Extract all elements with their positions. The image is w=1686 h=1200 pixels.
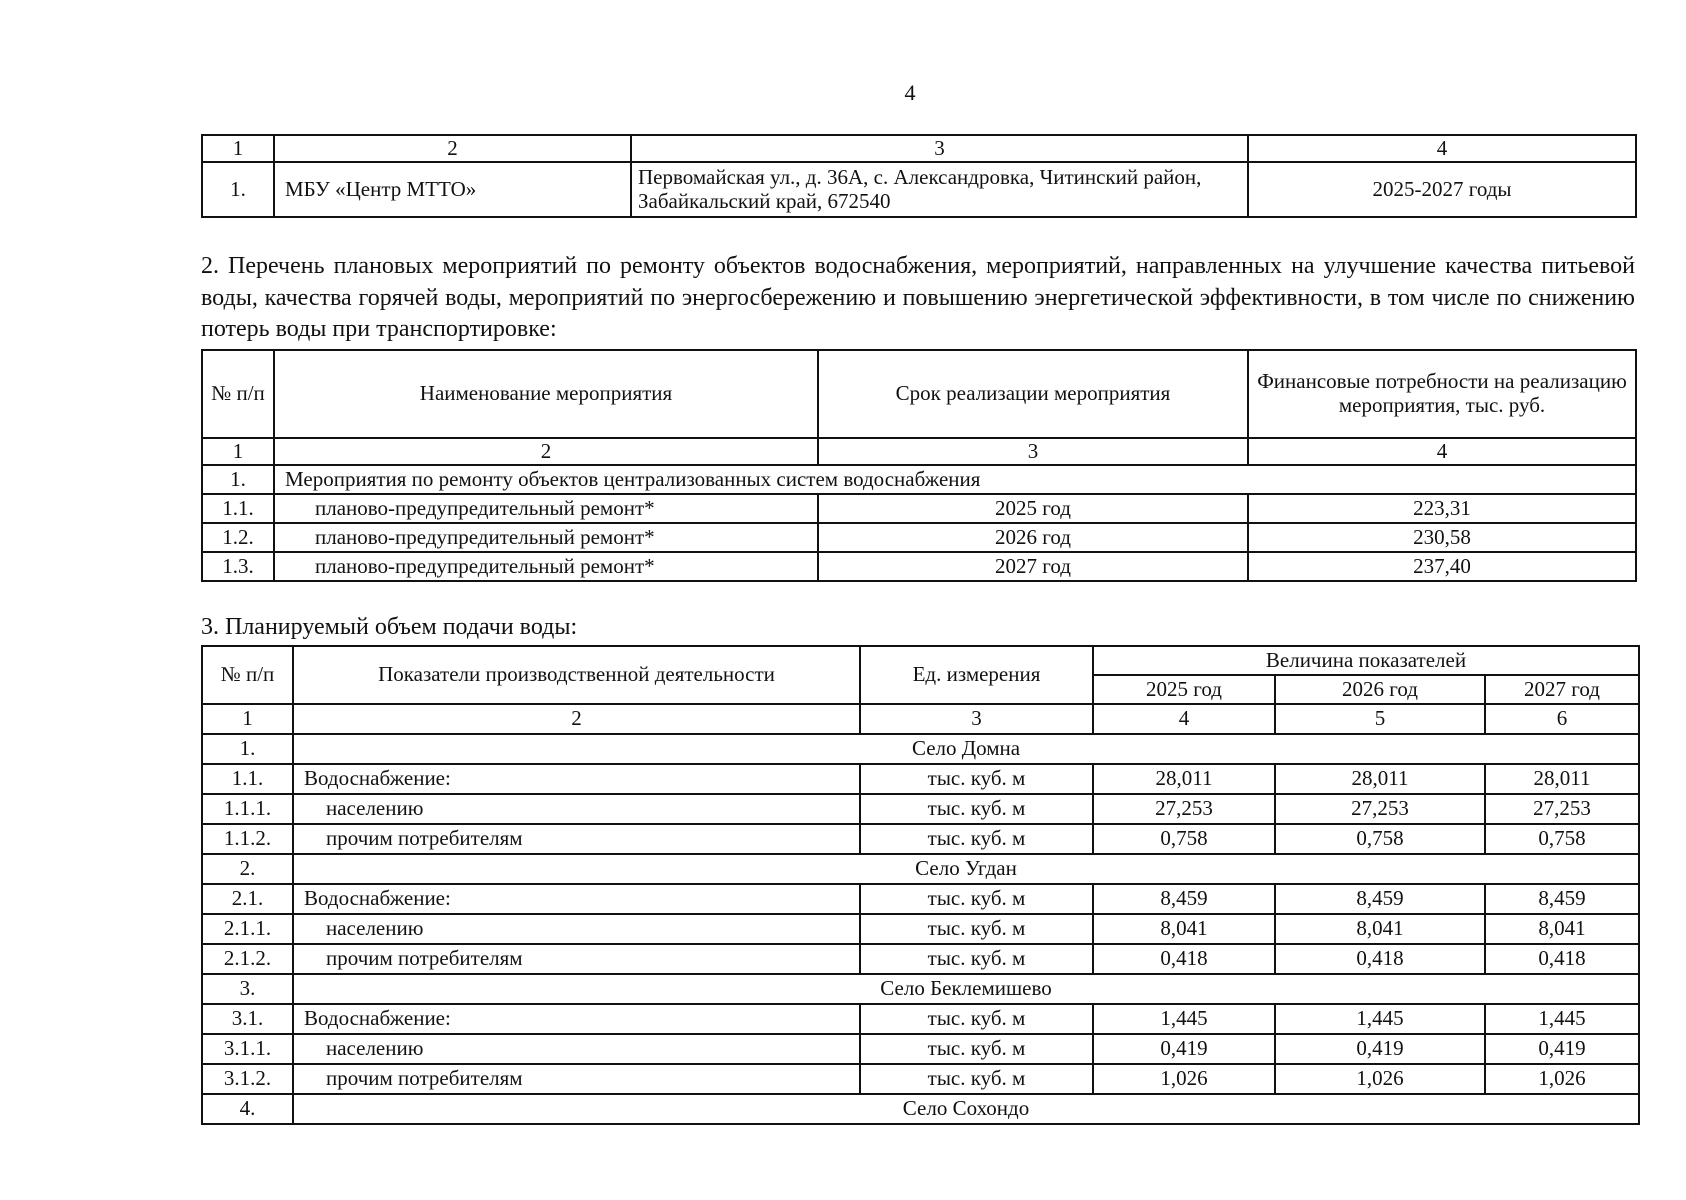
measure-amount: 223,31: [1248, 494, 1636, 523]
water-supply-volume-table: [201, 645, 1640, 1125]
row-number: 1.1.: [202, 764, 293, 794]
village-row: [202, 854, 1639, 884]
row-number: 1.1.: [202, 494, 274, 523]
unit: тыс. куб. м: [860, 914, 1093, 944]
row-number: 1.1.1.: [202, 794, 293, 824]
header-year: 2027 год: [1485, 675, 1639, 704]
header-unit: Ед. измерения: [860, 646, 1093, 704]
value-2027: 0,758: [1485, 824, 1639, 854]
value-2025: 27,253: [1093, 794, 1275, 824]
unit: тыс. куб. м: [860, 884, 1093, 914]
value-2026: 1,445: [1275, 1004, 1485, 1034]
value-2027: 8,041: [1485, 914, 1639, 944]
indicator-label: Водоснабжение:: [293, 884, 860, 914]
row-number: 3.1.: [202, 1004, 293, 1034]
row-number: 2.1.1.: [202, 914, 293, 944]
unit: тыс. куб. м: [860, 1064, 1093, 1094]
value-2027: 0,419: [1485, 1034, 1639, 1064]
village-name: Село Домна: [293, 734, 1639, 764]
column-number: 4: [1093, 704, 1275, 734]
column-number: 6: [1485, 704, 1639, 734]
value-2025: 1,445: [1093, 1004, 1275, 1034]
value-2027: 1,026: [1485, 1064, 1639, 1094]
table-header-row: [202, 135, 1636, 162]
table-row: [202, 764, 1639, 794]
column-number: 5: [1275, 704, 1485, 734]
table-header-row: [202, 350, 1636, 438]
value-2025: 0,419: [1093, 1034, 1275, 1064]
value-2025: 0,418: [1093, 944, 1275, 974]
measure-amount: 237,40: [1248, 552, 1636, 581]
row-number: 1.1.2.: [202, 824, 293, 854]
column-number: 2: [274, 135, 631, 162]
indicator-label: Водоснабжение:: [293, 1004, 860, 1034]
column-number: 1: [202, 704, 293, 734]
row-number: 1.: [202, 734, 293, 764]
table-row: [202, 523, 1636, 552]
row-number: 4.: [202, 1094, 293, 1124]
value-2026: 27,253: [1275, 794, 1485, 824]
value-2026: 8,459: [1275, 884, 1485, 914]
village-row: [202, 1094, 1639, 1124]
village-row: [202, 734, 1639, 764]
table-row: [202, 884, 1639, 914]
indicator-label: прочим потребителям: [293, 824, 860, 854]
row-number: 2.1.: [202, 884, 293, 914]
header-year: 2026 год: [1275, 675, 1485, 704]
value-2026: 0,419: [1275, 1034, 1485, 1064]
table-row: [202, 1064, 1639, 1094]
column-number: 2: [293, 704, 860, 734]
indicator-label: прочим потребителям: [293, 944, 860, 974]
section-3-heading: 3. Планируемый объем подачи воды:: [201, 614, 578, 640]
row-number: 2.: [202, 854, 293, 884]
table-row: [202, 914, 1639, 944]
row-number: 1.: [202, 465, 274, 494]
row-number: 1.2.: [202, 523, 274, 552]
header-year: 2025 год: [1093, 675, 1275, 704]
value-2026: 28,011: [1275, 764, 1485, 794]
organization-name: МБУ «Центр МТТО»: [274, 162, 631, 217]
organization-address: Первомайская ул., д. 36А, с. Александровка, Читинский район, Забайкальский край, 672540: [631, 162, 1248, 217]
header-measure-name: Наименование мероприятия: [274, 350, 818, 438]
column-number: 3: [860, 704, 1093, 734]
unit: тыс. куб. м: [860, 944, 1093, 974]
village-name: Село Беклемишево: [293, 974, 1639, 1004]
table-row: [202, 1004, 1639, 1034]
measure-term: 2027 год: [818, 552, 1248, 581]
header-num: № п/п: [202, 646, 293, 704]
value-2027: 28,011: [1485, 764, 1639, 794]
indicator-label: населению: [293, 794, 860, 824]
value-2026: 8,041: [1275, 914, 1485, 944]
village-name: Село Угдан: [293, 854, 1639, 884]
value-2027: 8,459: [1485, 884, 1639, 914]
indicator-label: населению: [293, 914, 860, 944]
column-number: 3: [631, 135, 1248, 162]
column-number: 3: [818, 438, 1248, 465]
measure-name: планово-предупредительный ремонт*: [274, 552, 818, 581]
column-numbers-row: [202, 704, 1639, 734]
header-financial-needs: Финансовые потребности на реализацию мероприятия, тыс. руб.: [1248, 350, 1636, 438]
measure-name: планово-предупредительный ремонт*: [274, 523, 818, 552]
indicator-label: Водоснабжение:: [293, 764, 860, 794]
header-num: № п/п: [202, 350, 274, 438]
table-row: [202, 944, 1639, 974]
table-header-row: [202, 646, 1639, 675]
measure-amount: 230,58: [1248, 523, 1636, 552]
value-2027: 0,418: [1485, 944, 1639, 974]
group-title: Мероприятия по ремонту объектов централизованных систем водоснабжения: [274, 465, 1636, 494]
header-term: Срок реализации мероприятия: [818, 350, 1248, 438]
measure-name: планово-предупредительный ремонт*: [274, 494, 818, 523]
repair-measures-table: [201, 349, 1637, 582]
unit: тыс. куб. м: [860, 794, 1093, 824]
table-row: [202, 824, 1639, 854]
value-2025: 1,026: [1093, 1064, 1275, 1094]
value-2025: 8,459: [1093, 884, 1275, 914]
measure-term: 2025 год: [818, 494, 1248, 523]
indicator-label: населению: [293, 1034, 860, 1064]
column-number: 1: [202, 135, 274, 162]
group-row: [202, 465, 1636, 494]
value-2025: 8,041: [1093, 914, 1275, 944]
column-numbers-row: [202, 438, 1636, 465]
measure-term: 2026 год: [818, 523, 1248, 552]
indicator-label: прочим потребителям: [293, 1064, 860, 1094]
unit: тыс. куб. м: [860, 764, 1093, 794]
village-row: [202, 974, 1639, 1004]
column-number: 4: [1248, 135, 1636, 162]
table-row: [202, 794, 1639, 824]
column-number: 4: [1248, 438, 1636, 465]
header-indicator: Показатели производственной деятельности: [293, 646, 860, 704]
unit: тыс. куб. м: [860, 824, 1093, 854]
value-2025: 28,011: [1093, 764, 1275, 794]
value-2027: 27,253: [1485, 794, 1639, 824]
table-row: [202, 552, 1636, 581]
value-2026: 1,026: [1275, 1064, 1485, 1094]
value-2026: 0,758: [1275, 824, 1485, 854]
row-number: 2.1.2.: [202, 944, 293, 974]
table-row: [202, 494, 1636, 523]
row-number: 1.: [202, 162, 274, 217]
page-number: 4: [904, 80, 916, 105]
row-number: 3.1.1.: [202, 1034, 293, 1064]
column-number: 1: [202, 438, 274, 465]
header-values-group: Величина показателей: [1093, 646, 1639, 675]
value-2027: 1,445: [1485, 1004, 1639, 1034]
column-number: 2: [274, 438, 818, 465]
table-row: [202, 1034, 1639, 1064]
unit: тыс. куб. м: [860, 1004, 1093, 1034]
section-2-heading: 2. Перечень плановых мероприятий по ремонту объектов водоснабжения, мероприятий, направленных на улучшение качества питьевой воды, качества горячей воды, мероприятий по энергосбережению и повышению энергетической эффективности, в том числе по снижению потерь воды при транспортировке:: [201, 253, 1635, 343]
implementation-period: 2025-2027 годы: [1248, 162, 1636, 217]
village-name: Село Сохондо: [293, 1094, 1639, 1124]
unit: тыс. куб. м: [860, 1034, 1093, 1064]
row-number: 1.3.: [202, 552, 274, 581]
value-2025: 0,758: [1093, 824, 1275, 854]
value-2026: 0,418: [1275, 944, 1485, 974]
row-number: 3.: [202, 974, 293, 1004]
table-row: [202, 162, 1636, 217]
organization-table: [201, 134, 1637, 218]
row-number: 3.1.2.: [202, 1064, 293, 1094]
